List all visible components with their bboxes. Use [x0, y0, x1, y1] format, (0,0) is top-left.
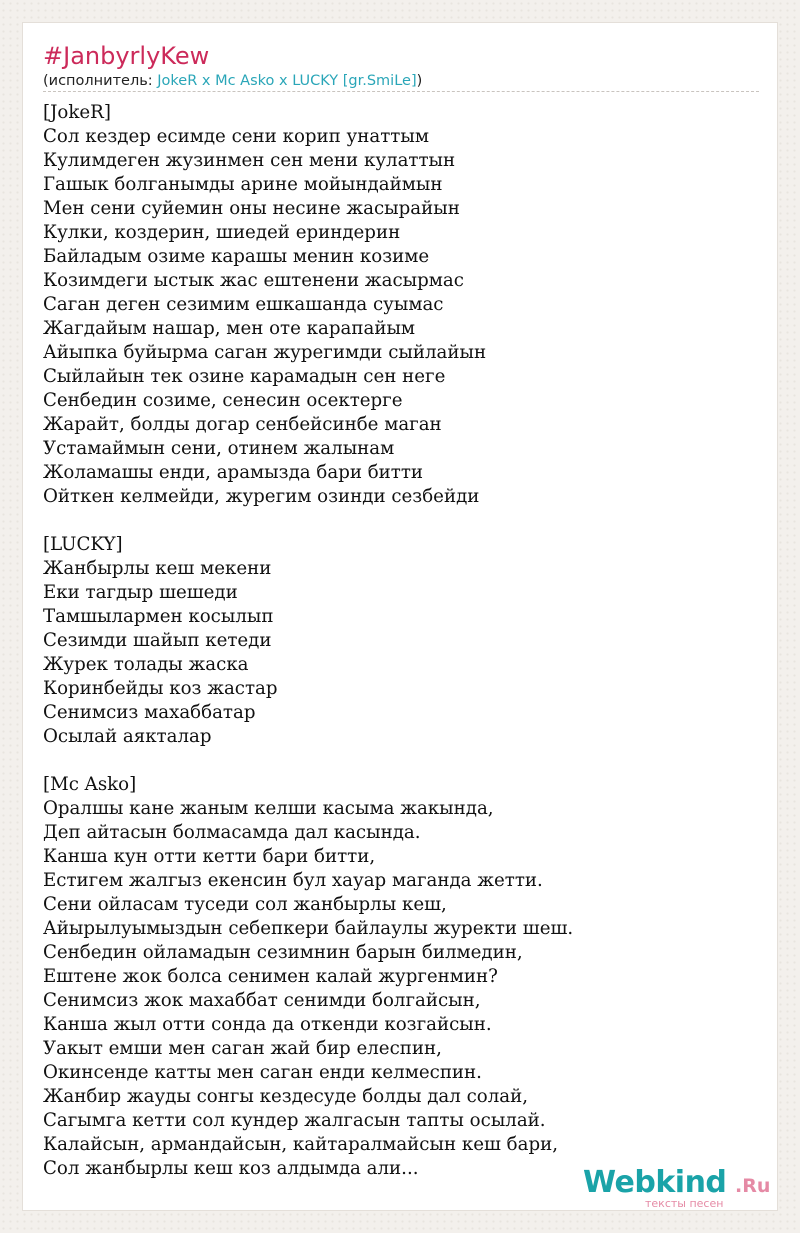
logo-tagline: тексты песен [645, 1197, 724, 1210]
logo-domain: .Ru [735, 1175, 771, 1197]
artist-suffix: ) [416, 73, 423, 89]
artist-prefix: (исполнитель: [43, 73, 158, 89]
logo-wordmark: Webkind [583, 1165, 727, 1200]
lyrics-text: [JokeR] Сол кездер есимде сени корип унаттым Кулимдеген жузинмен сен мени кулаттын Гашык болганымды арине мойындаймын Мен сени суйемин оны несине жасырайын Кулки, коздерин, шиедей ериндерин Байладым озиме карашы менин козиме Козимдеги ыстык жас ештенени жасырмас Саган деген сезимим ешкашанда суымас Жагдайым нашар, мен оте карапайым Айыпка буйырма саган журегимди сыйлайын Сыйлайын тек озине карамадын сен неге Сенбедин созиме, сенесин осектерге Жарайт, болды догар сенбейсинбе маган Устамаймын сени, отинем жалынам Жоламашы енди, арамызда бари битти Ойткен келмейди, журегим озинди сезбейди [LUCKY] Жанбырлы кеш мекени Еки тагдыр шешеди Тамшылармен косылып Сезимди шайып кетеди Журек толады жаска Коринбейды коз жастар Сенимсиз махаббатар Осылай аякталар [Mc Asko] Оралшы кане жаным келши касыма жакында, Деп айтасын болмасамда дал касында. Канша кун отти кетти бари битти, Естигем жалгыз екенсин бул хауар маганда жетти. Сени ойласам туседи сол жанбырлы кеш, Айырылуымыздын себепкери байлаулы журекти шеш. Сенбедин ойламадын сезимнин барын билмедин, Ештене жок болса сенимен калай жургенмин? Сенимсиз жок махаббат сенимди болгайсын, Канша жыл отти сонда да откенди козгайсын. Уакыт емши мен саган жай бир елеспин, Окинсенде катты мен саган енди келмеспин. Жанбир жауды сонгы кездесуде болды дал солай, Сагымга кетти сол кундер жалгасын тапты осылай. Калайсын, армандайсын, кайтаралмайсын кеш бари, Сол жанбырлы кеш коз алдымда али... [43, 102, 574, 1179]
divider [43, 91, 759, 92]
artist-line [43, 71, 422, 91]
lyrics-card [22, 22, 778, 1211]
artist-link[interactable]: JokeR x Mc Asko x LUCKY [gr.SmiLe] [157, 73, 417, 89]
song-title: #JanbyrlyKew [43, 42, 210, 70]
site-logo[interactable] [583, 1165, 783, 1215]
